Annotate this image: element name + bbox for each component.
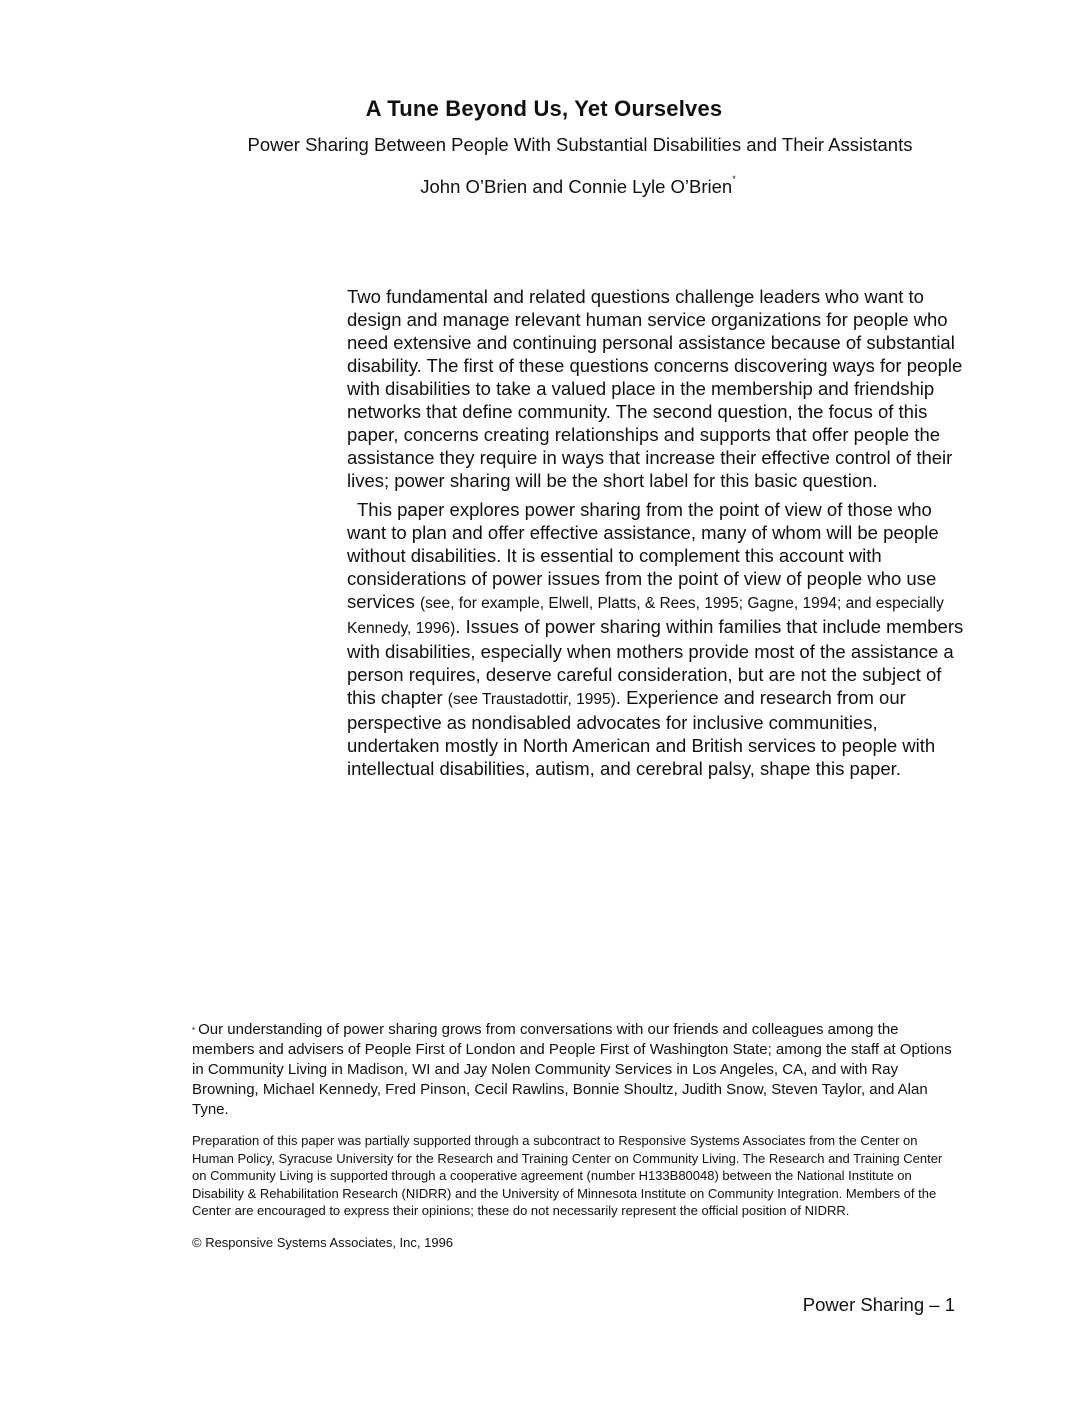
citation-2: (see Traustadottir, 1995) xyxy=(447,691,616,708)
document-title: A Tune Beyond Us, Yet Ourselves xyxy=(365,96,723,121)
footnotes xyxy=(192,1020,960,1252)
copyright-notice: © Responsive Systems Associates, Inc, 1996 xyxy=(192,1234,454,1250)
funding-note: Preparation of this paper was partially supported through a subcontract to Responsive Systems Associates from the Center on Human Policy, Syracuse University for the Research and Training Center on Community Living. The Research and Training Center on Community Living is supported through a cooperative agreement (number H133B80048) between the National Institute on Disability & Rehabilitation Research (NIDRR) and the University of Minnesota Institute on Community Integration. Members of the Center are encouraged to express their opinions; these do not necessarily represent the official position of NIDRR. xyxy=(192,1133,943,1219)
author-line xyxy=(0,176,1088,198)
author-names: John O’Brien and Connie Lyle O’Brien xyxy=(420,176,733,197)
author-footnote-marker: * xyxy=(732,174,736,184)
paragraph-2 xyxy=(347,498,969,780)
paragraph-1: Two fundamental and related questions challenge leaders who want to design and manage relevant human service organizations for people who need extensive and continuing personal assistance because of substantial disability. The first of these questions concerns discovering ways for people with disabilities to take a valued place in the membership and friendship networks that define community. The second question, the focus of this paper, concerns creating relationships and supports that offer people the assistance they require in ways that increase their effective control of their lives; power sharing will be the short label for this basic question. xyxy=(347,286,963,491)
citation-1: (see, for example, Elwell, Platts, & Rees, 1995; Gagne, 1994; and especially Kennedy, 1996) xyxy=(347,595,944,637)
footnote-marker: * xyxy=(192,1026,196,1035)
document-subtitle: Power Sharing Between People With Substantial Disabilities and Their Assistants xyxy=(247,134,913,155)
paragraph-2-part-1: This paper explores power sharing from the point of view of those who want to plan and offer effective assistance, many of whom will be people without disabilities. It is essential to complement this account with considerations of power issues from the point of view of people who use services xyxy=(347,499,939,612)
body-text xyxy=(347,285,969,786)
footnote-acknowledgement xyxy=(192,1020,960,1120)
paragraph-2-part-2: . Issues of power sharing within families that include members with disabilities, especially when mothers provide most of the assistance a person requires, deserve careful consideration, but are not the subject of this chapter xyxy=(347,616,964,708)
page-footer-label: Power Sharing – 1 xyxy=(802,1294,955,1315)
footnote-acknowledgement-text: Our understanding of power sharing grows from conversations with our friends and colleagues among the members and advisers of People First of London and People First of Washington State; among the staff at Options in Community Living in Madison, WI and Jay Nolen Community Services in Los Angeles, CA, and with Ray Browning, Michael Kennedy, Fred Pinson, Cecil Rawlins, Bonnie Shoultz, Judith Snow, Steven Taylor, and Alan Tyne. xyxy=(192,1021,952,1118)
paragraph-2-part-3: . Experience and research from our perspective as nondisabled advocates for inclusive communities, undertaken mostly in North American and British services to people with intellectual disabilities, autism, and cerebral palsy, shape this paper. xyxy=(347,687,936,779)
